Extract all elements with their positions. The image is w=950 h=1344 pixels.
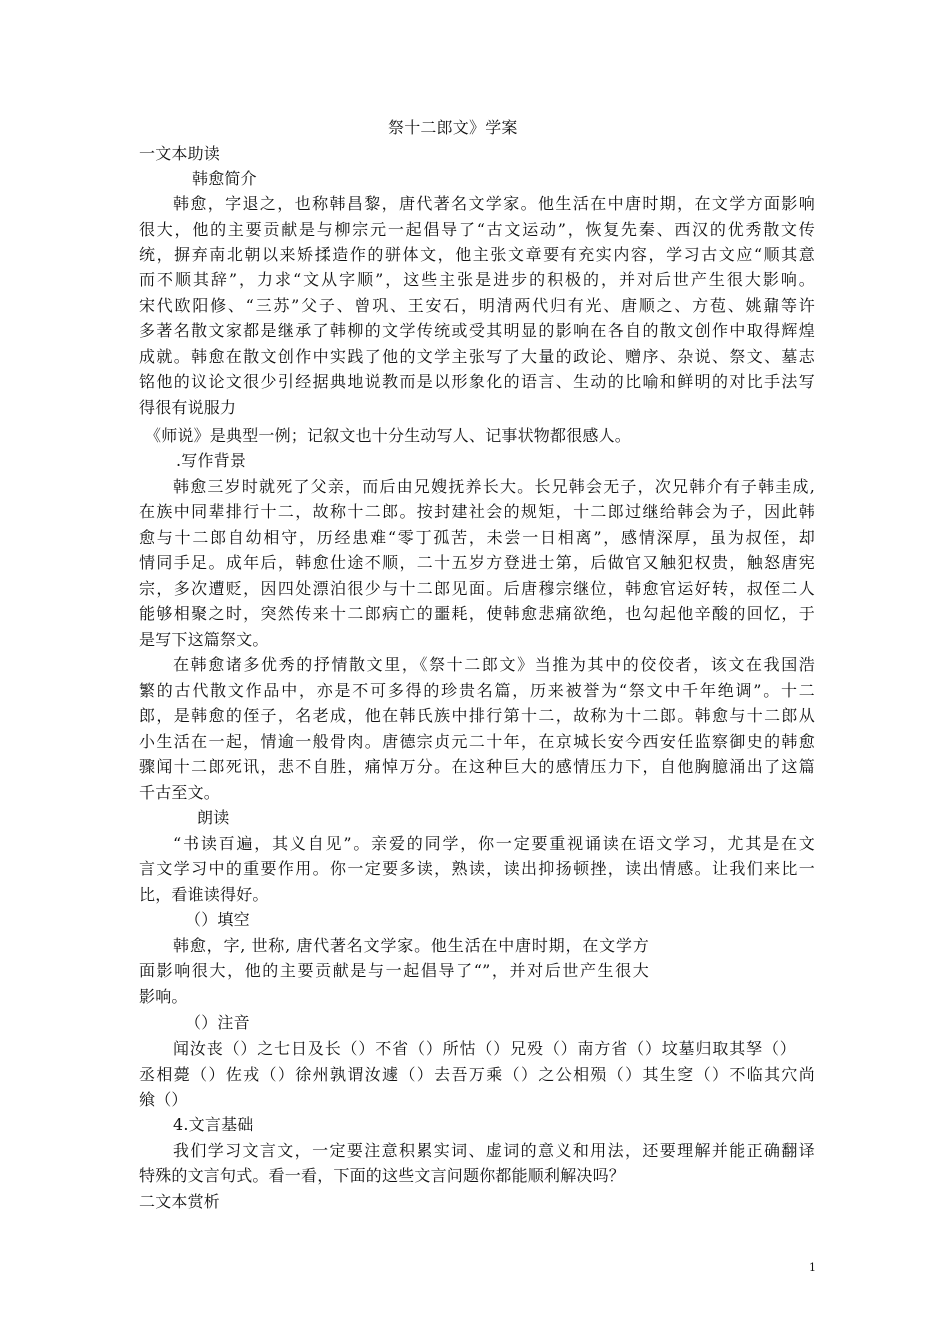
paragraph-line: 比，看谁读得好。 xyxy=(139,885,269,904)
paragraph-line: 丞相薨（）佐戎（）徐州孰谓汝遽（）去吾万乘（）之公相殒（）其生窆（）不临其穴尚 xyxy=(139,1065,815,1084)
paragraph-line: 是写下这篇祭文。 xyxy=(139,630,269,649)
paragraph-line: 韩愈三岁时就死了父亲，而后由兄嫂抚养长大。长兄韩会无子，次兄韩介有子韩圭成, xyxy=(173,477,815,496)
paragraph-line: 闻汝丧（）之七日及长（）不省（）所怙（）兄殁（）南方省（）坟墓归取其孥（） xyxy=(173,1039,796,1058)
section-heading: 一文本助读 xyxy=(139,144,221,163)
paragraph-line: 多著名散文家都是继承了韩柳的文学传统或受其明显的影响在各自的散文创作中取得辉煌 xyxy=(139,321,815,340)
paragraph-line: 韩愈，字, 世称, 唐代著名文学家。他生活在中唐时期，在文学方 xyxy=(173,936,649,955)
paragraph-line: 成就。韩愈在散文创作中实践了他的文学主张写了大量的政论、赠序、杂说、祭文、墓志 xyxy=(139,347,815,366)
paragraph-line: 郎，是韩愈的侄子，名老成，他在韩氏族中排行第十二，故称为十二郎。韩愈与十二郎从 xyxy=(139,706,815,725)
paragraph-line: 影响。 xyxy=(139,987,188,1006)
subheading: （）注音 xyxy=(185,1013,250,1032)
paragraph-line: 很大，他的主要贡献是与柳宗元一起倡导了“古文运动”，恢复先秦、西汉的优秀散文传 xyxy=(139,220,815,239)
paragraph-line: 能够相聚之时，突然传来十二郎病亡的噩耗，使韩愈悲痛欲绝，也勾起他辛酸的回忆，于 xyxy=(139,604,815,623)
paragraph-line: 铭他的议论文很少引经据典地说教而是以形象化的语言、生动的比喻和鲜明的对比手法写 xyxy=(139,372,815,391)
paragraph-line: 在族中同辈排行十二，故称十二郎。按封建社会的规矩，十二郎过继给韩会为子，因此韩 xyxy=(139,502,815,521)
paragraph-line: 得很有说服力 xyxy=(139,398,237,417)
section-heading: 二文本赏析 xyxy=(139,1192,221,1211)
paragraph-line: 言文学习中的重要作用。你一定要多读，熟读，读出抑扬顿挫，读出情感。让我们来比一 xyxy=(139,859,815,878)
subheading: .写作背景 xyxy=(176,451,247,470)
paragraph-line: 《师说》是典型一例；记叙文也十分生动写人、记事状物都很感人。 xyxy=(145,426,632,445)
paragraph-line: 小生活在一起，情逾一般骨肉。唐德宗贞元二十年，在京城长安今西安任监察御史的韩愈 xyxy=(139,732,815,751)
paragraph-line: 千古至文。 xyxy=(139,783,221,802)
paragraph-line: 愈与十二郎自幼相守，历经患难“零丁孤苦，未尝一日相离”，感情深厚，虽为叔侄，却 xyxy=(139,528,815,547)
subheading: 韩愈简介 xyxy=(192,169,257,188)
paragraph-line: 宋代欧阳修、“三苏”父子、曾巩、王安石，明清两代归有光、唐顺之、方苞、姚鼐等许 xyxy=(139,296,815,315)
doc-title: 祭十二郎文》学案 xyxy=(388,118,518,137)
paragraph-line: “书读百遍，其义自见”。亲爱的同学，你一定要重视诵读在语文学习，尤其是在文 xyxy=(173,834,815,853)
paragraph-line: 特殊的文言句式。看一看，下面的这些文言问题你都能顺利解决吗？ xyxy=(139,1166,626,1185)
paragraph-line: 飨（） xyxy=(139,1090,188,1109)
paragraph-line: 在韩愈诸多优秀的抒情散文里，《祭十二郎文》当推为其中的佼佼者，该文在我国浩 xyxy=(173,655,815,674)
paragraph-line: 我们学习文言文，一定要注意积累实词、虚词的意义和用法，还要理解并能正确翻译 xyxy=(173,1141,815,1160)
paragraph-line: 骤闻十二郎死讯，悲不自胜，痛悼万分。在这种巨大的感情压力下，自他胸臆涌出了这篇 xyxy=(139,757,815,776)
subheading: 朗读 xyxy=(197,808,230,827)
page-number: 1 xyxy=(809,1261,817,1274)
paragraph-line: 繁的古代散文作品中，亦是不可多得的珍贵名篇，历来被誉为“祭文中千年绝调”。十二 xyxy=(139,681,815,700)
subheading: （）填空 xyxy=(185,910,250,929)
paragraph-line: 面影响很大，他的主要贡献是与一起倡导了“”，并对后世产生很大 xyxy=(139,961,649,980)
paragraph-line: 韩愈，字退之，也称韩昌黎，唐代著名文学家。他生活在中唐时期，在文学方面影响 xyxy=(173,194,815,213)
paragraph-line: 统，摒弃南北朝以来矫揉造作的骈体文，他主张文章要有充实内容，学习古文应“顺其意 xyxy=(139,245,815,264)
paragraph-line: 而不顺其辞”，力求“文从字顺”，这些主张是进步的积极的，并对后世产生很大影响。 xyxy=(139,270,815,289)
paragraph-line: 宗，多次遭贬，因四处漂泊很少与十二郎见面。后唐穆宗继位，韩愈官运好转，叔侄二人 xyxy=(139,579,815,598)
subheading: 4.文言基础 xyxy=(173,1115,254,1134)
paragraph-line: 情同手足。成年后，韩愈仕途不顺，二十五岁方登进士第，后做官又触犯权贵，触怒唐宪 xyxy=(139,553,815,572)
